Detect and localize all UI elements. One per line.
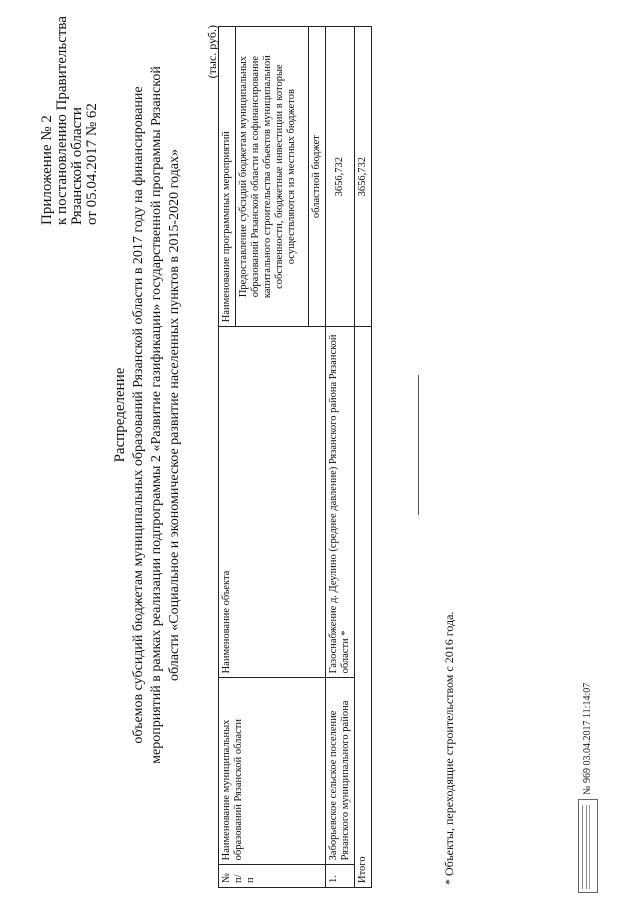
row-municipality: Заборьевское сельское поселение Рязанского муниципального района (326, 678, 355, 865)
annex-date: от 05.04.2017 № 62 (84, 103, 100, 225)
row-object: Газоснабжение д. Деулино (среднее давление) Рязанского района Рязанской области * (326, 327, 355, 678)
footnote: * Объекты, переходящие строительством с 2016 года. (442, 611, 456, 885)
title-line-1: объемов субсидий бюджетам муниципальных образований Рязанской области в 2017 году на финансирование (131, 86, 146, 744)
title-line-3: области «Социальное и экономическое развитие населенных пунктов в 2015-2020 годах» (167, 149, 182, 681)
header-object: Наименование объекта (219, 327, 326, 678)
header-budget: областной бюджет (309, 27, 326, 327)
annex-region: Рязанской области (69, 107, 85, 225)
annex-block (39, 16, 100, 225)
total-label: Итого (355, 327, 372, 888)
unit-label: (тыс. руб.) (205, 25, 219, 79)
annex-number: Приложение № 2 (39, 115, 55, 225)
table-header-row (219, 27, 236, 888)
header-municipality: Наименование муниципальных образований Рязанской области (219, 678, 326, 865)
row-num: 1. (326, 865, 355, 888)
header-program-desc: Предоставление субсидий бюджетам муниципальных образований Рязанской области на софинансирование капитального строительства объектов муниципальной собственности, бюджетные инвестиции в которые осуществляются из местных бюджетов (236, 27, 309, 327)
table-row (326, 27, 355, 888)
registration-stamp: № 969 03.04.2017 11:14:07 (582, 682, 593, 795)
separator-line (418, 375, 419, 515)
total-value: 3656,732 (355, 27, 372, 327)
row-value: 3656,732 (326, 27, 355, 327)
distribution-table (218, 26, 372, 888)
document-title (110, 25, 184, 805)
annex-reference: к постановлению Правительства (54, 16, 70, 225)
header-program: Наименование программных мероприятий (219, 27, 236, 327)
title-heading: Распределение (112, 367, 128, 463)
table-total-row (355, 27, 372, 888)
barcode-stamp-icon (578, 799, 598, 893)
title-line-2: мероприятий в рамках реализации подпрограммы 2 «Развитие газификации» государственной программы Рязанской (149, 66, 164, 764)
header-num: № п/п (219, 865, 326, 888)
